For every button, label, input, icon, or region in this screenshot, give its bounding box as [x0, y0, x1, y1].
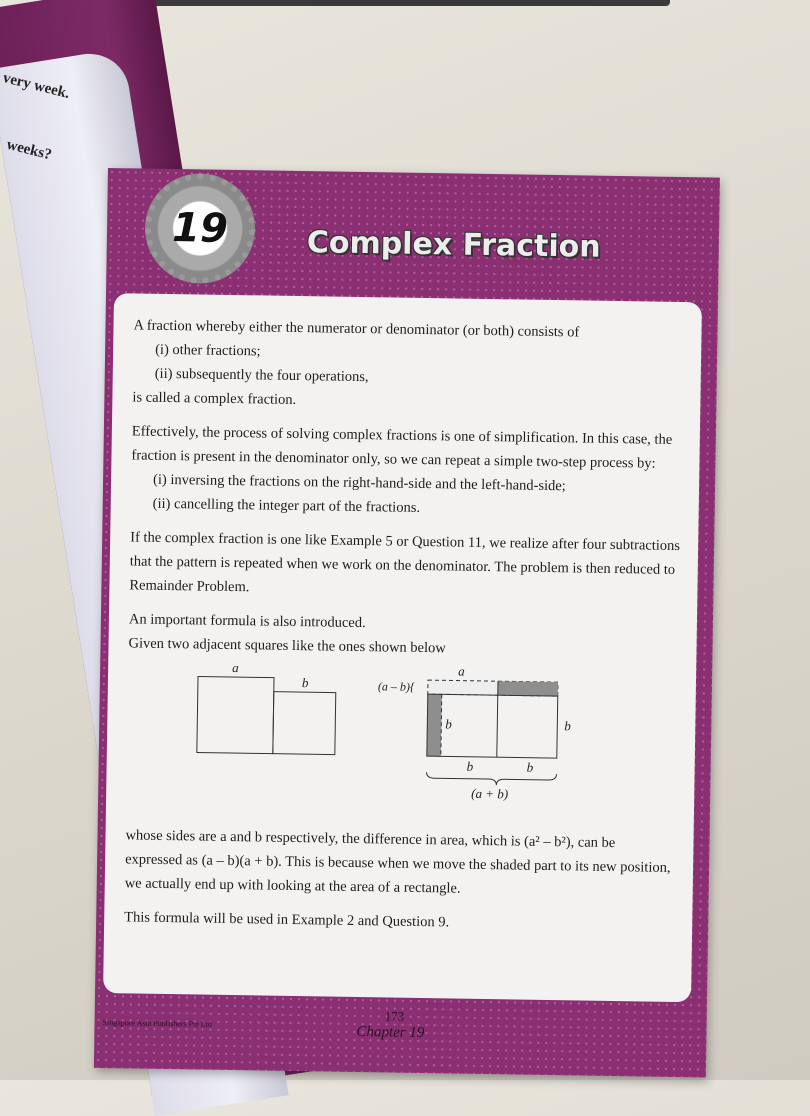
rectangle-rearranged — [376, 662, 572, 802]
publisher: Singapore Asia Publishers Pte Ltd — [102, 1018, 212, 1029]
left-page-text: very week. — [1, 69, 72, 103]
squares-diagram — [126, 655, 678, 824]
paragraph — [128, 607, 679, 664]
list-item: (ii) subsequently the four operations, — [154, 365, 369, 386]
book-page — [94, 168, 720, 1078]
paragraph — [131, 419, 682, 524]
paragraph: This formula will be used in Example 2 and Question 9. — [124, 909, 450, 931]
label-b: b — [301, 675, 309, 691]
list-item: (ii) cancelling the integer part of the fractions. — [152, 495, 421, 516]
label-a: a — [458, 663, 465, 679]
paragraph: If the complex fraction is one like Example 5 or Question 11, we realize after four subtractions that the pattern is repeated when we work on the denominator. The problem is then reduced to Remainder Problem. — [129, 529, 681, 596]
content-panel — [103, 293, 702, 1002]
label-b: b — [526, 759, 534, 775]
label-a-plus-b: (a + b) — [471, 785, 509, 802]
paragraph: whose sides are a and b respectively, the difference in area, which is (a² – b²), can be expressed as (a – b)(a + b). This is because when we move the shaded part to its new position, we actually end up with looking at the area of a rectangle. — [124, 827, 671, 897]
label-a: a — [232, 660, 239, 676]
list-item: (i) inversing the fractions on the right-hand-side and the left-hand-side; — [152, 471, 566, 495]
label-b: b — [564, 718, 571, 734]
chapter-title: Complex Fraction — [306, 225, 601, 265]
text: Given two adjacent squares like the ones shown below — [128, 635, 446, 657]
text: Effectively, the process of solving complex fractions is one of simplification. In this case, the fraction is present in the denominator only, so we can repeat a simple two-step process by: — [131, 423, 673, 472]
left-page-text: weeks? — [4, 136, 54, 164]
chapter-label: Chapter 19 — [356, 1024, 425, 1042]
page-number: 173 — [384, 1008, 405, 1024]
definition — [132, 313, 683, 418]
text: is called a complex fraction. — [132, 389, 297, 408]
text: An important formula is also introduced. — [128, 611, 366, 632]
label-a-minus-b: (a – b){ — [377, 679, 415, 694]
text: A fraction whereby either the numerator or denominator (or both) consists of — [133, 317, 580, 341]
chapter-gear-badge — [144, 173, 256, 285]
book-edge — [110, 0, 670, 6]
chapter-number: 19 — [171, 205, 229, 252]
label-b: b — [445, 716, 452, 732]
list-item: (i) other fractions; — [155, 341, 261, 360]
two-squares — [197, 659, 336, 754]
label-b: b — [466, 758, 474, 774]
